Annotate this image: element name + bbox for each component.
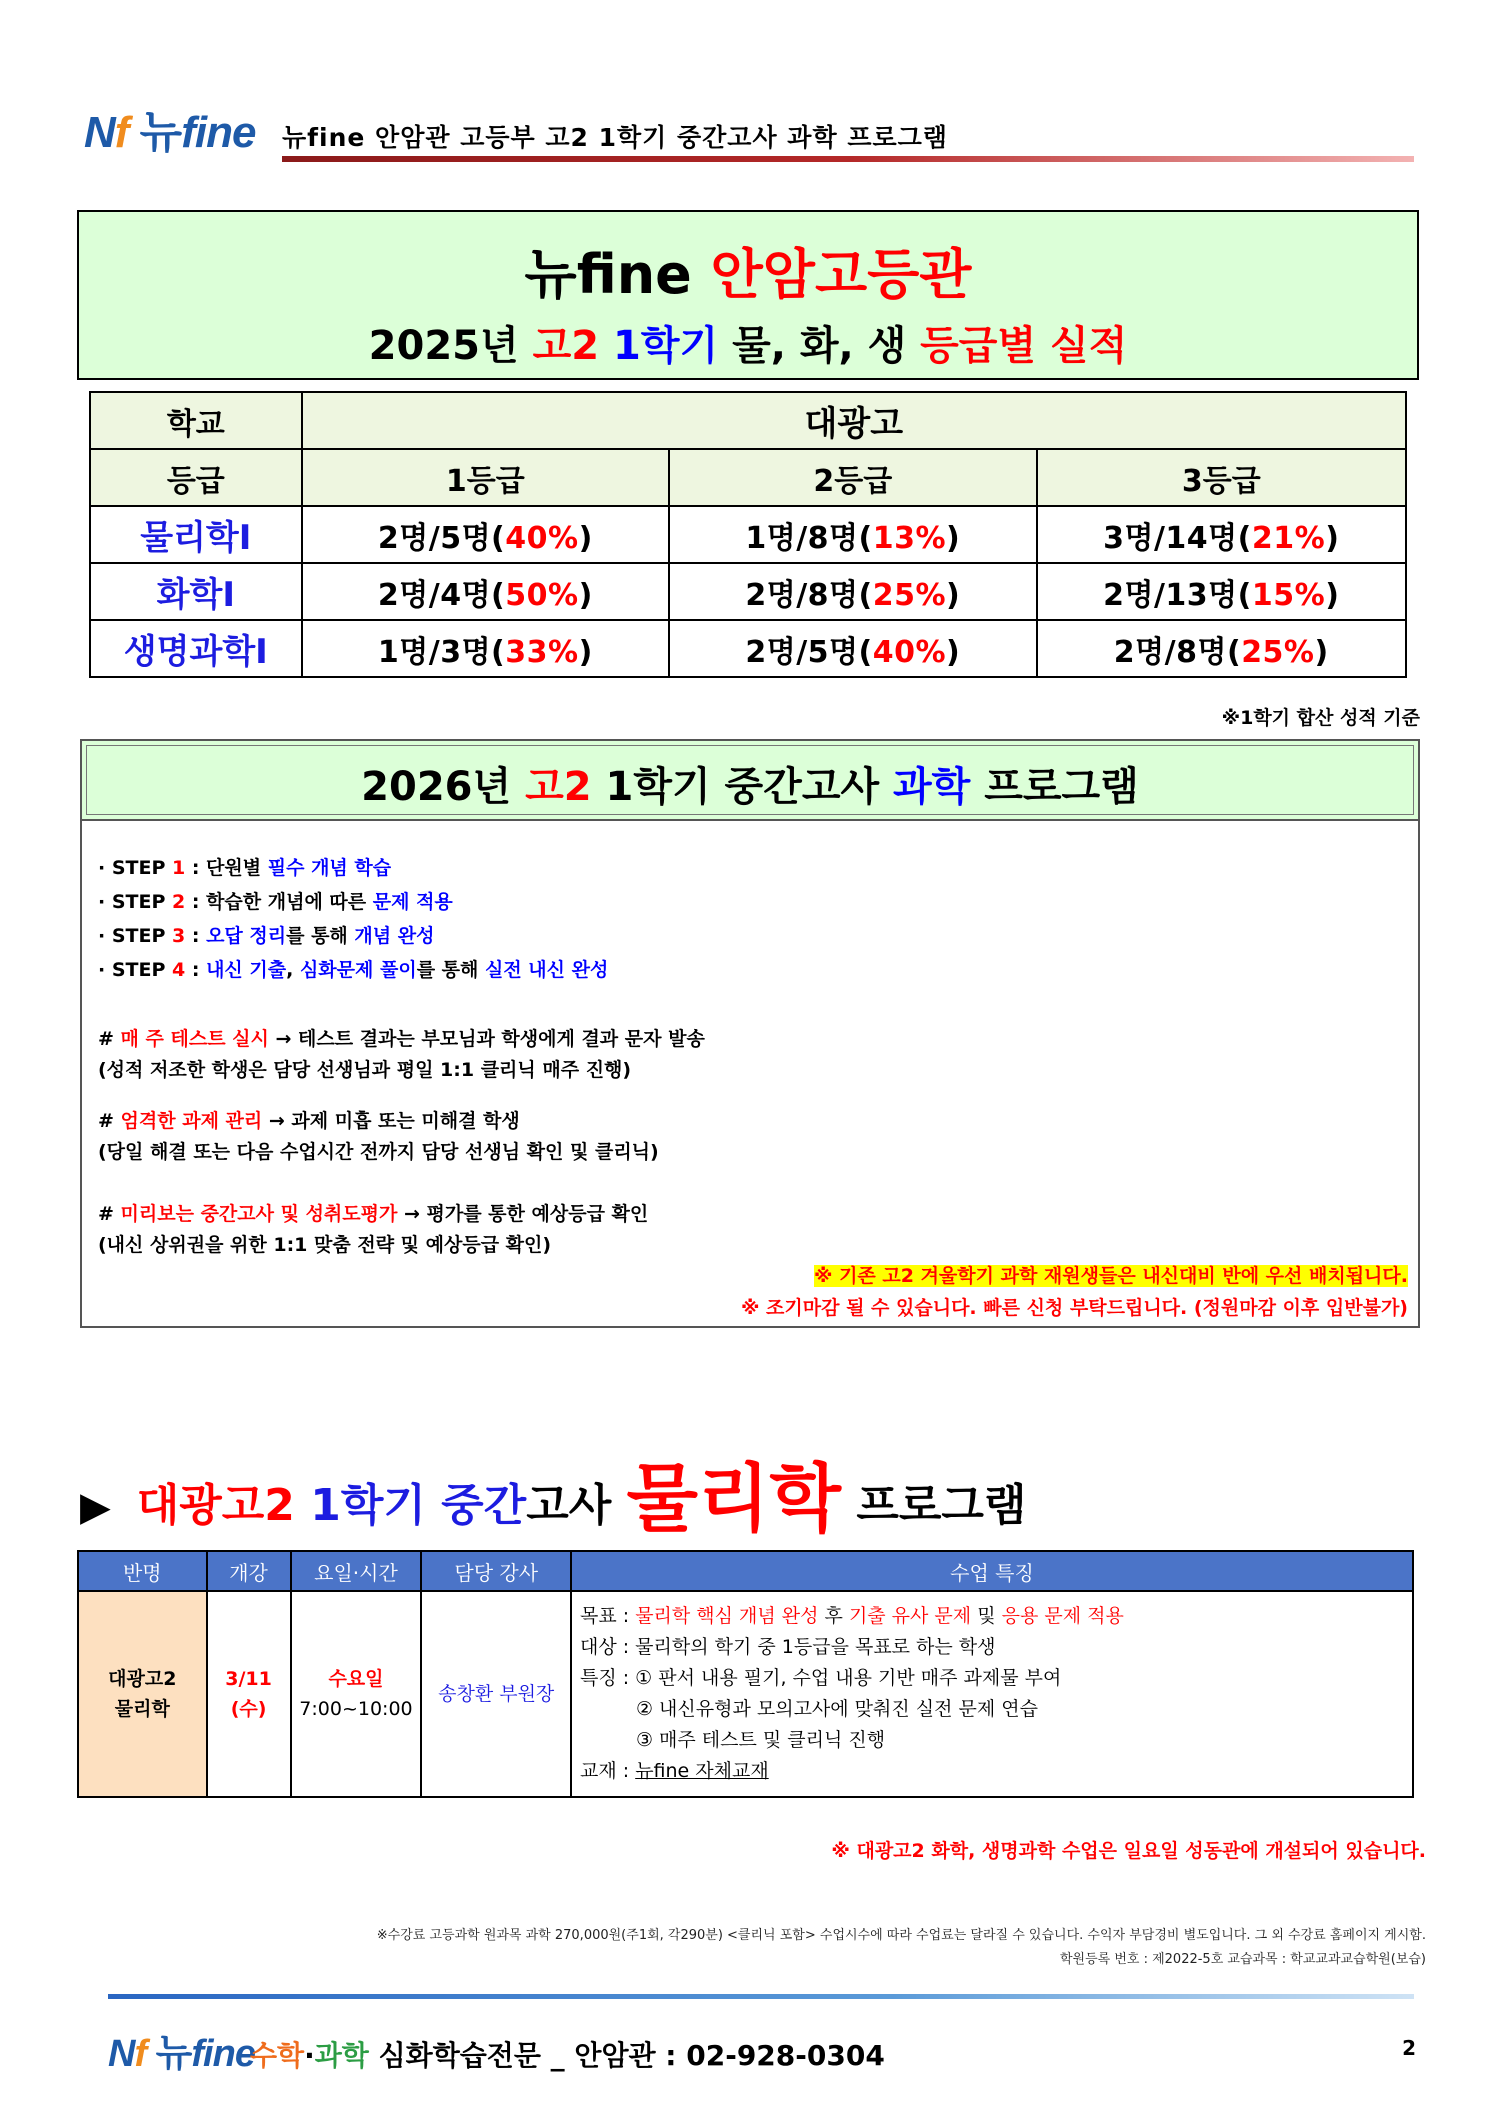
semester-text: 1학기	[613, 323, 719, 369]
program-title: 2026년 고2 1학기 중간고사 과학 프로그램	[361, 764, 1139, 810]
result-cell: 2명/8명(25%)	[669, 563, 1036, 620]
physics-program-title: ▶ 대광고2 1학기 중간고사 물리학 프로그램	[80, 1456, 1027, 1542]
result-cell: 1명/3명(33%)	[302, 620, 669, 677]
brand-name: 뉴fine	[524, 243, 692, 306]
column-header: 반명	[78, 1551, 207, 1591]
results-label-text: 등급별 실적	[920, 323, 1128, 369]
other-class-note: ※ 대광고2 화학, 생명과학 수업은 일요일 성동관에 개설되어 있습니다.	[831, 1840, 1426, 1862]
result-cell: 3명/14명(21%)	[1037, 506, 1406, 563]
feature-line: # 미리보는 중간고사 및 성취도평가 → 평가를 통한 예상등급 확인	[98, 1203, 649, 1225]
feature-subline: (성적 저조한 학생은 담당 선생님과 평일 1:1 클리닉 매주 진행)	[98, 1059, 632, 1081]
grade-header: 1등급	[302, 449, 669, 506]
brand-logo: Nf 뉴fine	[84, 108, 256, 157]
class-features-cell	[571, 1591, 1413, 1797]
registration-note: 학원등록 번호 : 제2022-5호 교습과목 : 학교교과교습학원(보습)	[1059, 1952, 1426, 1967]
grade-header: 2등급	[669, 449, 1036, 506]
results-subtitle	[79, 314, 1417, 371]
priority-notice: ※ 기존 고2 겨울학기 과학 재원생들은 내신대비 반에 우선 배치됩니다.	[813, 1265, 1408, 1287]
table-row	[90, 620, 1406, 677]
page-header-title: 뉴fine 안암관 고등부 고2 1학기 중간고사 과학 프로그램	[282, 123, 948, 152]
results-banner	[77, 210, 1419, 380]
result-cell: 1명/8명(13%)	[669, 506, 1036, 563]
school-label: 학교	[90, 392, 302, 449]
subjects-text: 물, 화, 생	[732, 323, 907, 369]
tuition-note: ※수강료 고등과학 원과목 과학 270,000원(주1회, 각290분) <클리닉 포함> 수업시수에 따라 수업료는 달라질 수 있습니다. 수익자 부담경비 별도입니다. 그 외 수강료 홈페이지 게시함.	[376, 1928, 1426, 1943]
grade-header: 3등급	[1037, 449, 1406, 506]
column-header: 요일·시간	[291, 1551, 422, 1591]
school-name: 대광고	[302, 392, 1406, 449]
program-details	[80, 821, 1420, 1328]
feature-subline: (당일 해결 또는 다음 수업시간 전까지 담당 선생님 확인 및 클리닉)	[98, 1141, 659, 1163]
step-line: · STEP 1 : 단원별 필수 개념 학습	[98, 857, 392, 879]
year-text: 2025년	[368, 323, 519, 369]
grade-label: 등급	[90, 449, 302, 506]
feature-line: ③ 매주 테스트 및 클리닉 진행	[635, 1729, 886, 1751]
start-date-cell: 3/11 (수)	[207, 1591, 291, 1797]
result-cell: 2명/4명(50%)	[302, 563, 669, 620]
goal-line: 목표 : 물리학 핵심 개념 완성 후 기출 유사 문제 및 응용 문제 적용	[579, 1605, 1124, 1627]
subject-cell: 화학Ⅰ	[90, 563, 302, 620]
triangle-bullet-icon: ▶	[80, 1484, 111, 1530]
schedule-cell: 수요일 7:00~10:00	[291, 1591, 422, 1797]
footer-divider	[108, 1994, 1414, 1999]
feature-subline: (내신 상위권을 위한 1:1 맞춤 전략 및 예상등급 확인)	[98, 1234, 552, 1256]
grade-note: ※1학기 합산 성적 기준	[1221, 707, 1420, 729]
results-title	[79, 232, 1417, 309]
footer-tagline: 수학·과학 심화학습전문 _ 안암관 : 02-928-0304	[250, 2039, 885, 2072]
class-schedule-table	[77, 1550, 1414, 1798]
result-cell: 2명/5명(40%)	[302, 506, 669, 563]
result-cell: 2명/5명(40%)	[669, 620, 1036, 677]
column-header: 수업 특징	[571, 1551, 1413, 1591]
branch-name: 안암고등관	[710, 243, 972, 306]
step-line: · STEP 2 : 학습한 개념에 따른 문제 적용	[98, 891, 453, 913]
step-line: · STEP 3 : 오답 정리를 통해 개념 완성	[98, 925, 435, 947]
feature-line: ② 내신유형과 모의고사에 맞춰진 실전 문제 연습	[635, 1698, 1038, 1720]
feature-line: # 엄격한 과제 관리 → 과제 미흡 또는 미해결 학생	[98, 1110, 520, 1132]
subject-cell: 물리학Ⅰ	[90, 506, 302, 563]
class-name-cell: 대광고2 물리학	[78, 1591, 207, 1797]
feature-line: 특징 : ① 판서 내용 필기, 수업 내용 기반 매주 과제물 부여	[579, 1667, 1062, 1689]
program-title-box	[80, 739, 1420, 821]
footer-logo: Nf 뉴fine	[108, 2033, 255, 2075]
column-header: 개강	[207, 1551, 291, 1591]
result-cell: 2명/8명(25%)	[1037, 620, 1406, 677]
header-divider	[282, 156, 1414, 162]
grade-year-text: 고2	[532, 323, 600, 369]
subject-cell: 생명과학Ⅰ	[90, 620, 302, 677]
table-row	[90, 506, 1406, 563]
page-number: 2	[1402, 2036, 1416, 2060]
target-line: 대상 : 물리학의 학기 중 1등급을 목표로 하는 학생	[579, 1636, 996, 1658]
grade-results-table	[89, 391, 1407, 678]
column-header: 담당 강사	[421, 1551, 571, 1591]
table-row	[90, 563, 1406, 620]
table-row	[78, 1591, 1413, 1797]
deadline-notice: ※ 조기마감 될 수 있습니다. 빠른 신청 부탁드립니다. (정원마감 이후 입반불가)	[740, 1297, 1408, 1319]
step-line: · STEP 4 : 내신 기출, 심화문제 풀이를 통해 실전 내신 완성	[98, 959, 609, 981]
teacher-cell: 송창환 부원장	[421, 1591, 571, 1797]
textbook-line: 교재 : 뉴fine 자체교재	[579, 1760, 769, 1782]
feature-line: # 매 주 테스트 실시 → 테스트 결과는 부모님과 학생에게 결과 문자 발송	[98, 1028, 705, 1050]
result-cell: 2명/13명(15%)	[1037, 563, 1406, 620]
